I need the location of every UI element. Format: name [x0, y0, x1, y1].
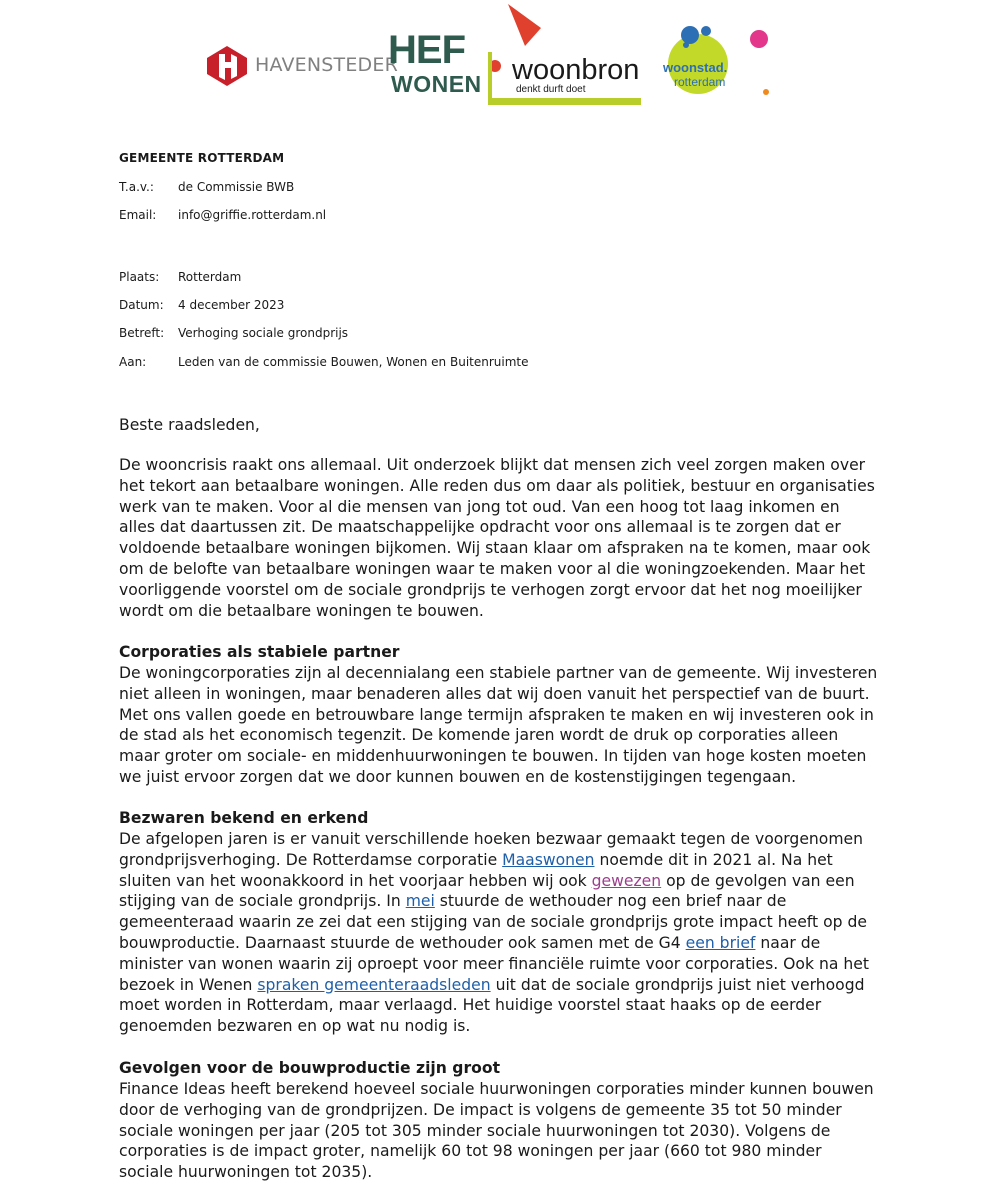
havensteder-logo: [205, 40, 398, 90]
bezwaren-text-part: op de gevolgen van een stijging van de sociale grondprijs. In: [119, 871, 855, 911]
betreft-value: Verhoging sociale grondprijs: [178, 326, 349, 340]
section-heading-bezwaren: Bezwaren bekend en erkend: [119, 809, 369, 827]
betreft-label: Betreft:: [119, 326, 165, 340]
spraken-gemeenteraadsleden-link[interactable]: spraken gemeenteraadsleden: [257, 975, 491, 994]
logo-bar: [0, 0, 986, 120]
hef-wonen-logo: [388, 28, 482, 100]
woonbron-accent-bar: [488, 52, 492, 102]
gewezen-link[interactable]: gewezen: [591, 871, 662, 890]
bezwaren-text-part: naar de minister van wonen waarin zij oproept voor meer financiële ruimte voor corporaties. Ook na het bezoek in Wenen: [119, 933, 869, 994]
intro-paragraph: De wooncrisis raakt ons allemaal. Uit onderzoek blijkt dat mensen zich veel zorgen maken over het tekort aan betaalbare woningen. Alle reden dus om daar als politiek, bestuur en organisaties werk van te maken. Voor al die mensen van jong tot oud. Van een hoog tot laag inkomen en alles dat daartussen zit. De maatschappelijke opdracht voor ons allemaal is te zorgen dat er voldoende betaalbare woningen bijkomen. Wij staan klaar om afspraken na te komen, maar ook om de belofte van betaalbare woningen waar te maken voor al die woningzoekenden. Maar het voorliggende voorstel om de sociale grondprijs te verhogen zorgt ervoor dat het nog moeilijker wordt om die betaalbare woningen te bouwen.: [119, 456, 875, 620]
bezwaren-text-part: uit dat de sociale grondprijs juist niet verhoogd moet worden in Rotterdam, maar verlaagd. Het huidige voorstel staat haaks op de eerder genoemden bezwaren en op wat nu nodig is.: [119, 975, 865, 1036]
woonbron-wordmark: woonbron: [512, 54, 640, 86]
woonstad-wordmark: woonstad.: [663, 60, 728, 75]
bezwaren-text-part: stuurde de wethouder nog een brief naar de gemeenteraad waarin ze zei dat een stijging van de sociale grondprijs grote impact heeft op de bouwproductie. Daarnaast stuurde de wethouder ook samen met de G4: [119, 892, 867, 952]
havensteder-mark-icon: [205, 44, 249, 88]
section-body-bezwaren: [119, 829, 879, 1037]
maaswonen-link[interactable]: Maaswonen: [502, 850, 595, 869]
woonbron-underline-bar: [488, 98, 641, 105]
woonstad-logo: [660, 22, 772, 102]
section-heading-stabiele-partner: Corporaties als stabiele partner: [119, 643, 400, 661]
een-brief-link[interactable]: een brief: [685, 933, 756, 952]
plaats-value: Rotterdam: [178, 270, 242, 284]
bezwaren-text-part: noemde dit in 2021 al. Na het sluiten van het woonakkoord in het voorjaar hebben wij ook: [119, 850, 833, 890]
recipient-org: GEMEENTE ROTTERDAM: [119, 151, 285, 165]
woonstad-subtitle: rotterdam: [674, 75, 726, 89]
bezwaren-text-part: De afgelopen jaren is er vanuit verschillende hoeken bezwaar gemaakt tegen de voorgenomen grondprijsverhoging. De Rotterdamse corporatie: [119, 830, 864, 869]
woonbron-tagline: denkt durft doet: [516, 84, 586, 95]
datum-value: 4 december 2023: [178, 298, 285, 312]
aan-label: Aan:: [119, 355, 147, 369]
datum-label: Datum:: [119, 298, 164, 312]
mei-link[interactable]: mei: [405, 892, 435, 911]
plaats-label: Plaats:: [119, 270, 160, 284]
tav-label: T.a.v.:: [119, 180, 154, 194]
aan-value: Leden van de commissie Bouwen, Wonen en Buitenruimte: [178, 355, 529, 369]
email-value: info@griffie.rotterdam.nl: [178, 208, 327, 222]
section-heading-gevolgen: Gevolgen voor de bouwproductie zijn groot: [119, 1059, 501, 1077]
hef-wordmark: HEF: [388, 28, 465, 72]
woonbron-logo: [485, 0, 645, 112]
section-body-stabiele-partner: De woningcorporaties zijn al decennialang een stabiele partner van de gemeente. Wij investeren niet alleen in woningen, maar benaderen alles dat wij doen vanuit het perspectief van de buurt. Met ons vallen goede en betrouwbare lange termijn afspraken te maken en wij investeren ook in de stad als het economisch tegenzit. De komende jaren wordt de druk op corporaties alleen maar groter om sociale- en middenhuurwoningen te bouwen. In tijden van hoge kosten moeten we juist ervoor zorgen dat we door kunnen bouwen en de kostenstijgingen tegengaan.: [119, 664, 878, 786]
wonen-wordmark: WONEN: [391, 71, 482, 97]
email-label: Email:: [119, 208, 157, 222]
section-body-gevolgen: Finance Ideas heeft berekend hoeveel sociale huurwoningen corporaties minder kunnen bouwen door de verhoging van de grondprijzen. De impact is volgens de gemeente 35 tot 50 minder sociale woningen per jaar (205 tot 305 minder sociale huurwoningen tot 2030). Volgens de corporaties is de impact groter, namelijk 60 tot 98 woningen per jaar (660 tot 980 minder sociale huurwoningen tot 2035).: [119, 1080, 874, 1182]
tav-value: de Commissie BWB: [178, 180, 295, 194]
salutation: Beste raadsleden,: [119, 416, 260, 434]
havensteder-wordmark: HAVENSTEDER: [255, 54, 398, 76]
